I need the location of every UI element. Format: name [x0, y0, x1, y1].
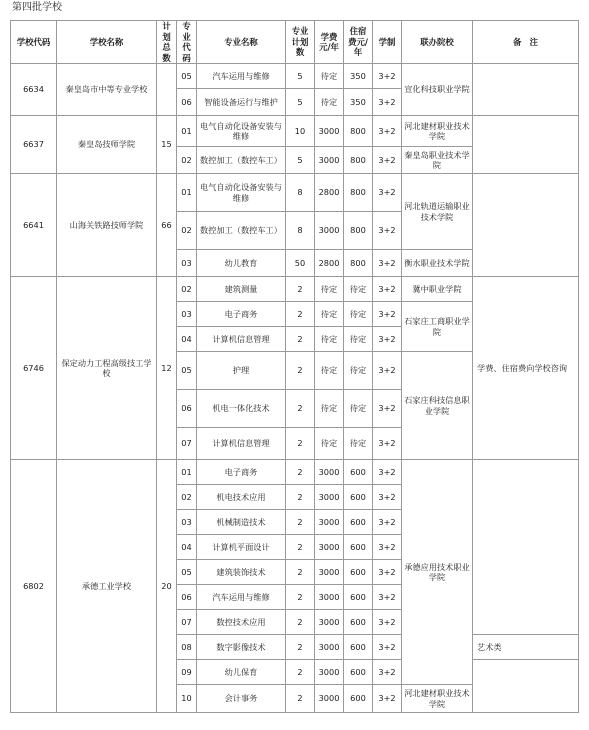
school-code: 6802: [11, 460, 57, 713]
lodging: 800: [344, 174, 373, 212]
major-plan: 8: [286, 174, 315, 212]
major-plan: 2: [286, 302, 315, 327]
lodging: 350: [344, 89, 373, 116]
major-code: 03: [177, 302, 197, 327]
school-system: 3+2: [373, 302, 402, 327]
table-row: [11, 174, 579, 212]
lodging: 800: [344, 147, 373, 174]
tuition: 待定: [315, 428, 344, 460]
tuition: 3000: [315, 660, 344, 685]
school-system: 3+2: [373, 428, 402, 460]
tuition: 3000: [315, 147, 344, 174]
header-major-code: 专业代码: [177, 21, 197, 64]
major-plan: 2: [286, 535, 315, 560]
partner-college: 秦皇岛职业技术学院: [402, 147, 473, 174]
major-plan: 2: [286, 428, 315, 460]
header-major-plan: 专业计划数: [286, 21, 315, 64]
page-title: 第四批学校: [12, 2, 62, 13]
tuition: 3000: [315, 635, 344, 660]
tuition: 3000: [315, 685, 344, 713]
tuition: 2800: [315, 174, 344, 212]
major-name: 幼儿教育: [197, 250, 286, 277]
school-system: 3+2: [373, 147, 402, 174]
school-system: 3+2: [373, 635, 402, 660]
school-system: 3+2: [373, 660, 402, 685]
major-code: 04: [177, 327, 197, 352]
school-system: 3+2: [373, 485, 402, 510]
major-name: 汽车运用与维修: [197, 64, 286, 89]
tuition: 3000: [315, 610, 344, 635]
major-plan: 2: [286, 585, 315, 610]
major-code: 07: [177, 610, 197, 635]
lodging: 600: [344, 485, 373, 510]
school-code: 6641: [11, 174, 57, 277]
partner-college: 冀中职业学院: [402, 277, 473, 302]
major-name: 数控加工（数控车工）: [197, 212, 286, 250]
header-remarks: 备 注: [473, 21, 579, 64]
school-code: 6746: [11, 277, 57, 460]
major-name: 电子商务: [197, 460, 286, 485]
school-system: 3+2: [373, 89, 402, 116]
remarks-cell: [473, 64, 579, 116]
lodging: 600: [344, 635, 373, 660]
partner-college: 承德应用技术职业学院: [402, 460, 473, 685]
remarks-cell: 艺术类: [473, 635, 579, 660]
header-school-code: 学校代码: [11, 21, 57, 64]
major-code: 02: [177, 277, 197, 302]
major-name: 幼儿保育: [197, 660, 286, 685]
major-name: 机电技术应用: [197, 485, 286, 510]
tuition: 3000: [315, 510, 344, 535]
major-code: 06: [177, 89, 197, 116]
major-plan: 5: [286, 89, 315, 116]
major-plan: 2: [286, 610, 315, 635]
major-plan: 2: [286, 510, 315, 535]
major-name: 电气自动化设备安装与维修: [197, 116, 286, 147]
lodging: 800: [344, 212, 373, 250]
lodging: 600: [344, 460, 373, 485]
header-partner: 联办院校: [402, 21, 473, 64]
tuition: 3000: [315, 585, 344, 610]
major-code: 02: [177, 212, 197, 250]
school-system: 3+2: [373, 460, 402, 485]
major-name: 建筑测量: [197, 277, 286, 302]
major-name: 电子商务: [197, 302, 286, 327]
lodging: 800: [344, 116, 373, 147]
remarks-cell: [473, 116, 579, 174]
tuition: 3000: [315, 212, 344, 250]
tuition: 待定: [315, 390, 344, 428]
major-name: 机械制造技术: [197, 510, 286, 535]
tuition: 待定: [315, 302, 344, 327]
partner-college: 衡水职业技术学院: [402, 250, 473, 277]
school-name: 秦皇岛技师学院: [57, 116, 157, 174]
tuition: 3000: [315, 535, 344, 560]
table-row: [11, 116, 579, 147]
school-name: 山海关铁路技师学院: [57, 174, 157, 277]
tuition: 3000: [315, 460, 344, 485]
school-system: 3+2: [373, 327, 402, 352]
major-name: 智能设备运行与维护: [197, 89, 286, 116]
major-code: 02: [177, 147, 197, 174]
major-plan: 2: [286, 277, 315, 302]
major-plan: 10: [286, 116, 315, 147]
major-code: 02: [177, 485, 197, 510]
school-system: 3+2: [373, 116, 402, 147]
major-code: 05: [177, 560, 197, 585]
major-name: 计算机平面设计: [197, 535, 286, 560]
lodging: 600: [344, 560, 373, 585]
table-row: [11, 277, 579, 302]
tuition: 待定: [315, 277, 344, 302]
major-plan: 5: [286, 147, 315, 174]
major-plan: 2: [286, 390, 315, 428]
major-plan: 2: [286, 485, 315, 510]
major-plan: 2: [286, 352, 315, 390]
plan-total: 12: [157, 277, 177, 460]
major-plan: 8: [286, 212, 315, 250]
major-plan: 50: [286, 250, 315, 277]
remarks-cell: 学费、住宿费向学校咨询: [473, 277, 579, 460]
major-name: 数字影像技术: [197, 635, 286, 660]
header-school-name: 学校名称: [57, 21, 157, 64]
major-name: 建筑装饰技术: [197, 560, 286, 585]
school-system: 3+2: [373, 64, 402, 89]
lodging: 350: [344, 64, 373, 89]
partner-college: 河北建材职业技术学院: [402, 116, 473, 147]
header-plan-total: 计划总数: [157, 21, 177, 64]
lodging: 600: [344, 610, 373, 635]
tuition: 2800: [315, 250, 344, 277]
tuition: 待定: [315, 64, 344, 89]
major-plan: 2: [286, 460, 315, 485]
major-name: 计算机信息管理: [197, 327, 286, 352]
plan-total: 15: [157, 116, 177, 174]
school-system: 3+2: [373, 510, 402, 535]
tuition: 3000: [315, 485, 344, 510]
header-lodging: 住宿费元/年: [344, 21, 373, 64]
school-name: 保定动力工程高级技工学校: [57, 277, 157, 460]
major-name: 计算机信息管理: [197, 428, 286, 460]
major-plan: 2: [286, 685, 315, 713]
plan-total: 66: [157, 174, 177, 277]
lodging: 待定: [344, 390, 373, 428]
major-code: 06: [177, 585, 197, 610]
major-name: 会计事务: [197, 685, 286, 713]
major-name: 机电一体化技术: [197, 390, 286, 428]
major-name: 数控技术应用: [197, 610, 286, 635]
partner-college: 石家庄科技信息职业学院: [402, 352, 473, 460]
major-name: 电气自动化设备安装与维修: [197, 174, 286, 212]
school-code: 6634: [11, 64, 57, 116]
school-system: 3+2: [373, 250, 402, 277]
major-code: 08: [177, 635, 197, 660]
major-name: 汽车运用与维修: [197, 585, 286, 610]
major-code: 05: [177, 352, 197, 390]
major-code: 06: [177, 390, 197, 428]
tuition: 3000: [315, 116, 344, 147]
major-plan: 2: [286, 327, 315, 352]
lodging: 600: [344, 535, 373, 560]
partner-college: 石家庄工商职业学院: [402, 302, 473, 352]
major-code: 07: [177, 428, 197, 460]
table-row: [11, 64, 579, 89]
school-system: 3+2: [373, 560, 402, 585]
partner-college: 宣化科技职业学院: [402, 64, 473, 116]
plan-total: 20: [157, 460, 177, 713]
lodging: 待定: [344, 352, 373, 390]
school-system: 3+2: [373, 212, 402, 250]
header-system: 学制: [373, 21, 402, 64]
tuition: 待定: [315, 89, 344, 116]
major-plan: 2: [286, 660, 315, 685]
school-system: 3+2: [373, 352, 402, 390]
tuition: 3000: [315, 560, 344, 585]
lodging: 待定: [344, 277, 373, 302]
partner-college: 河北轨道运输职业技术学院: [402, 174, 473, 250]
major-code: 04: [177, 535, 197, 560]
school-system: 3+2: [373, 585, 402, 610]
school-system: 3+2: [373, 390, 402, 428]
remarks-cell: [473, 174, 579, 277]
school-code: 6637: [11, 116, 57, 174]
major-name: 护理: [197, 352, 286, 390]
remarks-cell: [473, 660, 579, 713]
major-plan: 5: [286, 64, 315, 89]
lodging: 待定: [344, 327, 373, 352]
major-plan: 2: [286, 560, 315, 585]
school-system: 3+2: [373, 610, 402, 635]
lodging: 待定: [344, 302, 373, 327]
tuition: 待定: [315, 327, 344, 352]
school-system: 3+2: [373, 685, 402, 713]
header-tuition: 学费元/年: [315, 21, 344, 64]
school-name: 秦皇岛市中等专业学校: [57, 64, 157, 116]
plan-total: [157, 64, 177, 116]
lodging: 600: [344, 660, 373, 685]
major-code: 03: [177, 510, 197, 535]
table-row: [11, 460, 579, 485]
school-system: 3+2: [373, 277, 402, 302]
lodging: 600: [344, 585, 373, 610]
major-code: 01: [177, 174, 197, 212]
major-code: 05: [177, 64, 197, 89]
lodging: 600: [344, 685, 373, 713]
major-code: 09: [177, 660, 197, 685]
major-plan: 2: [286, 635, 315, 660]
header-row: [11, 21, 579, 64]
lodging: 800: [344, 250, 373, 277]
school-name: 承德工业学校: [57, 460, 157, 713]
tuition: 待定: [315, 352, 344, 390]
school-system: 3+2: [373, 535, 402, 560]
major-code: 01: [177, 460, 197, 485]
major-code: 03: [177, 250, 197, 277]
major-code: 10: [177, 685, 197, 713]
remarks-cell: [473, 460, 579, 635]
lodging: 600: [344, 510, 373, 535]
partner-college: 河北建材职业技术学院: [402, 685, 473, 713]
major-code: 01: [177, 116, 197, 147]
lodging: 待定: [344, 428, 373, 460]
schools-table: [10, 20, 579, 713]
school-system: 3+2: [373, 174, 402, 212]
major-name: 数控加工（数控车工）: [197, 147, 286, 174]
header-major-name: 专业名称: [197, 21, 286, 64]
